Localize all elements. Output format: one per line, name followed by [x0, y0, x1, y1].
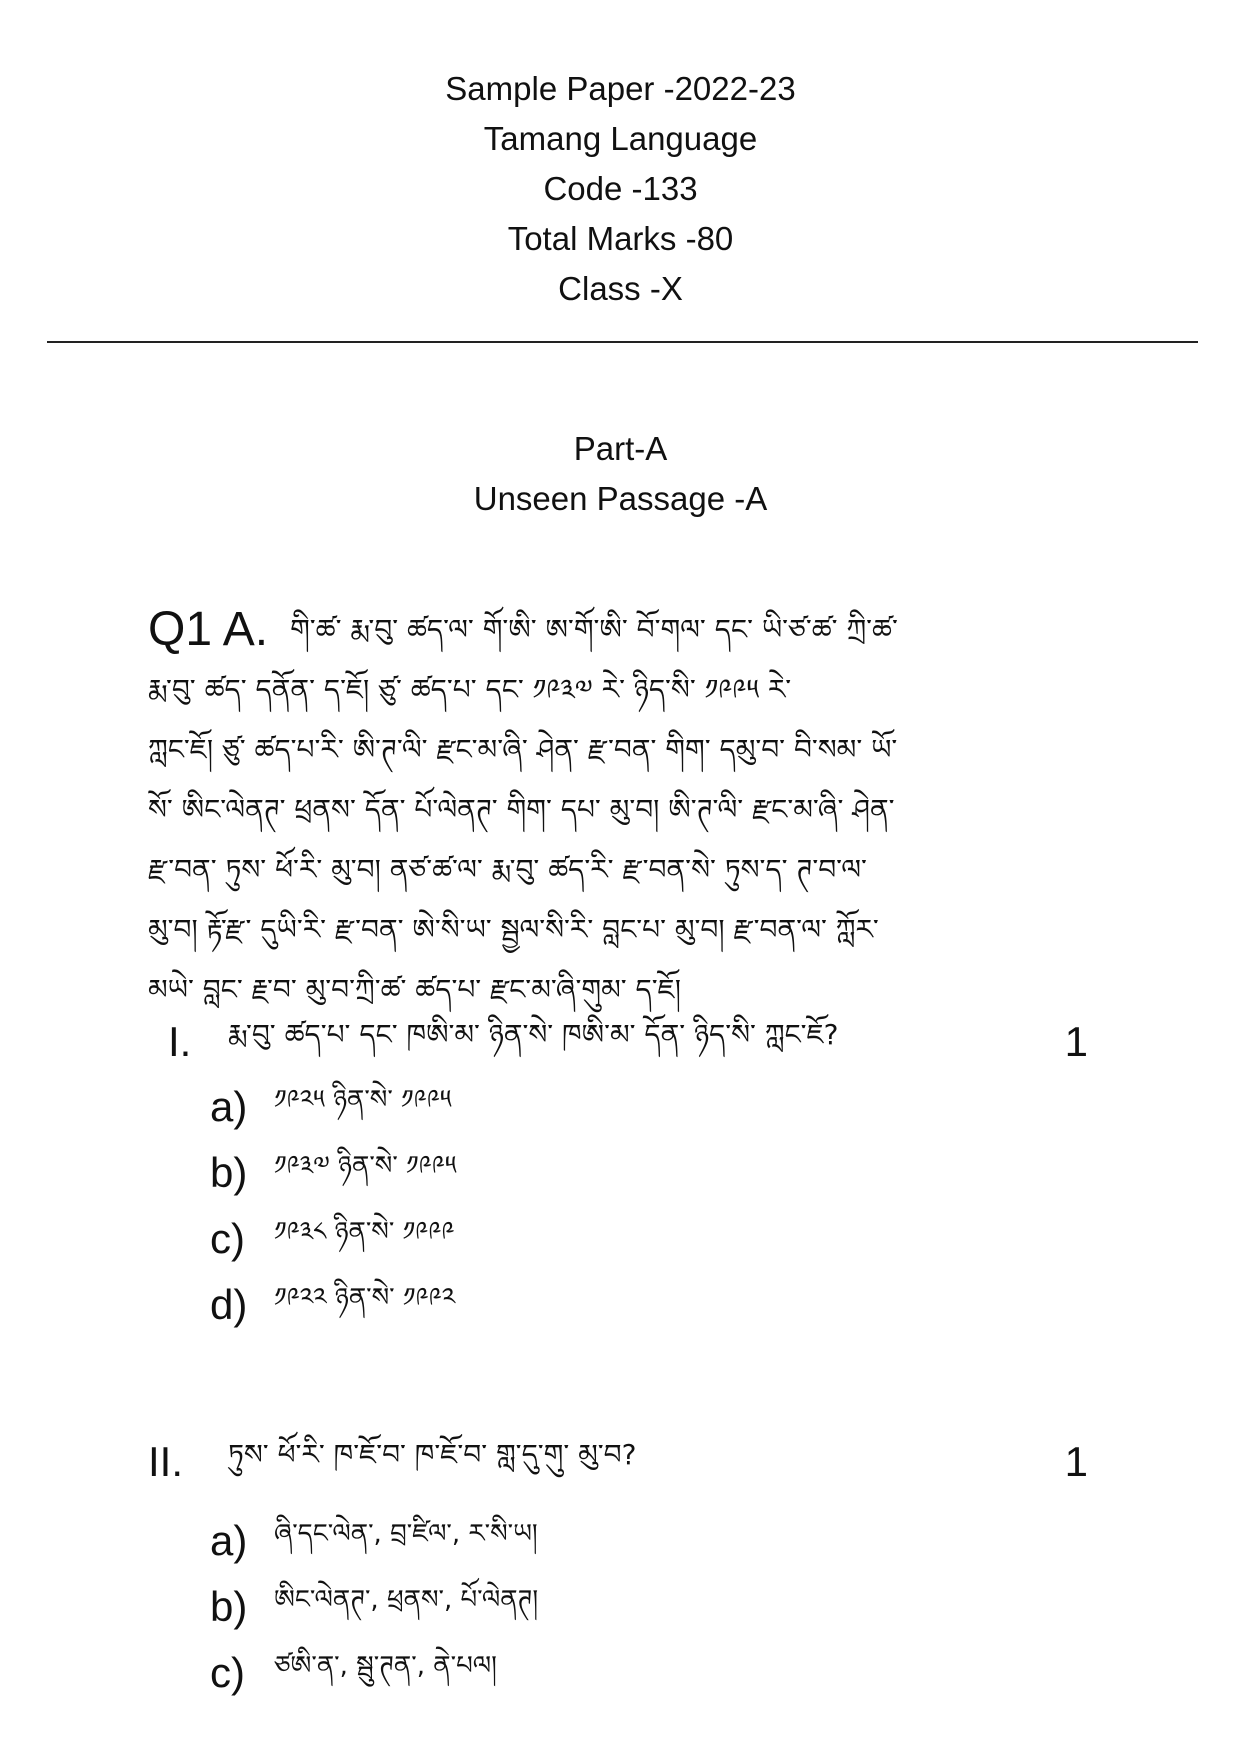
option-text: ཙཨི་ན་, སྦུ་ཊན་, ནེ་པལ། — [274, 1650, 497, 1681]
question-number: II. — [148, 1438, 184, 1485]
question-i — [168, 1010, 1088, 1338]
passage-line: རྫ་བན་ ཏུས་ ཕོ་རི་ མུ་བ། ནཙ་ཚ་ལ་ རྨ་བུ་ ཚད་རི་ རྫ་བན་སེ་ ཏུས་ད་ ཊ་བ་ལ་ — [148, 853, 867, 886]
passage-line: རྨ་བུ་ ཚད་ དནོན་ ད་ཇོ། ཙུ་ ཚད་པ་ དང་ ༡༩༣༧ རེ་ ཉིད་སི་ ༡༩༩༥ རེ་ — [148, 673, 792, 706]
passage-line: མུ་བ། རྟོ་རྫ་ དུཡི་རི་ རྫ་བན་ ཨེ་སི་ཡ་ སྦྱལ་སི་རི་ བླང་པ་ མུ་བ། རྫ་བན་ལ་ ཀློར་ — [148, 913, 879, 946]
option-letter: c) — [210, 1215, 245, 1262]
total-marks: Total Marks -80 — [507, 220, 734, 257]
question-1-passage — [148, 600, 1088, 1020]
option-text: ༡༩༢༢ ཉིན་སེ་ ༡༩༩༢ — [274, 1282, 456, 1313]
subject-code: Code -133 — [543, 170, 698, 207]
option-a — [210, 1508, 1088, 1574]
option-letter: a) — [210, 1083, 248, 1130]
option-letter: c) — [210, 1649, 245, 1696]
question-text: ཏུས་ ཕོ་རི་ ཁ་ཇོ་བ་ ཁ་ཇོ་བ་ གླ་དུ་གུ་ མུ་བ? — [228, 1437, 637, 1471]
paper-title: Sample Paper -2022-23 — [445, 70, 796, 107]
class-label: Class -X — [558, 270, 683, 307]
header-divider — [47, 341, 1198, 343]
option-c — [210, 1206, 1088, 1272]
question-row — [148, 1430, 1088, 1494]
question-row — [168, 1010, 1088, 1074]
passage-line: སོ་ ཨིང་ལེནཊ་ ཕྲནས་ དོན་ པོ་ལེནཊ་ གིག་ དཔ་ མུ་བ། ཨི་ཊ་ལི་ རྫང་མ་ཞི་ ཤེན་ — [148, 793, 895, 826]
part-heading — [0, 424, 1241, 524]
question-text: རྨ་བུ་ ཚད་པ་ དང་ ཁཨི་མ་ ཉིན་སེ་ ཁཨི་མ་ དོན་ ཉིད་སི་ ཀླང་ཇོ? — [228, 1017, 839, 1051]
section-name: Unseen Passage -A — [473, 480, 768, 517]
question-mark: 1 — [1064, 1018, 1088, 1065]
document-header — [0, 64, 1241, 314]
passage-line: མཡེ་ བླང་ རྗ་བ་ མུ་བ་ཀྲི་ཚ་ ཚད་པ་ རྫང་མ་ཞི་གུམ་ ད་ཇོ། — [148, 973, 681, 1006]
question-ii — [148, 1430, 1088, 1706]
option-text: ༡༩༢༥ ཉིན་སེ་ ༡༩༩༥ — [274, 1084, 452, 1115]
subject-name: Tamang Language — [483, 120, 758, 157]
option-letter: d) — [210, 1281, 248, 1328]
option-text: ཞི་དང་ལེན་, བྲ་ཛིལ་, ར་སི་ཡ། — [274, 1518, 538, 1549]
question-number: I. — [168, 1018, 192, 1065]
option-d — [210, 1272, 1088, 1338]
option-a — [210, 1074, 1088, 1140]
option-text: ཨིང་ལེནཊ་, ཕྲནས་, པོ་ལེནཊ། — [274, 1584, 539, 1615]
option-letter: b) — [210, 1149, 248, 1196]
option-letter: b) — [210, 1583, 248, 1630]
part-name: Part-A — [573, 430, 668, 467]
passage-line: གི་ཚ་ རྨ་བུ་ ཚད་ལ་ གོ་ཨི་ ཨ་གོ་ཨི་ བོ་གལ་ དང་ ཡི་ཙ་ཚ་ ཀྲི་ཚ་ — [290, 613, 898, 646]
option-b — [210, 1140, 1088, 1206]
passage-text — [148, 600, 1088, 1020]
question-label: Q1 A. — [148, 603, 269, 656]
option-text: ༡༩༣༨ ཉིན་སེ་ ༡༩༩༩ — [274, 1216, 455, 1247]
question-mark: 1 — [1064, 1438, 1088, 1485]
option-c — [210, 1640, 1088, 1706]
option-letter: a) — [210, 1517, 248, 1564]
passage-line: ཀླང་ཇོ། ཙུ་ ཚད་པ་རི་ ཨི་ཊ་ལི་ རྫང་མ་ཞི་ ཤེན་ རྫ་བན་ གིག་ དམུ་བ་ བི་སམ་ ཡོ་ — [148, 733, 898, 766]
option-b — [210, 1574, 1088, 1640]
option-text: ༡༩༣༧ ཉིན་སེ་ ༡༩༩༥ — [274, 1150, 457, 1181]
